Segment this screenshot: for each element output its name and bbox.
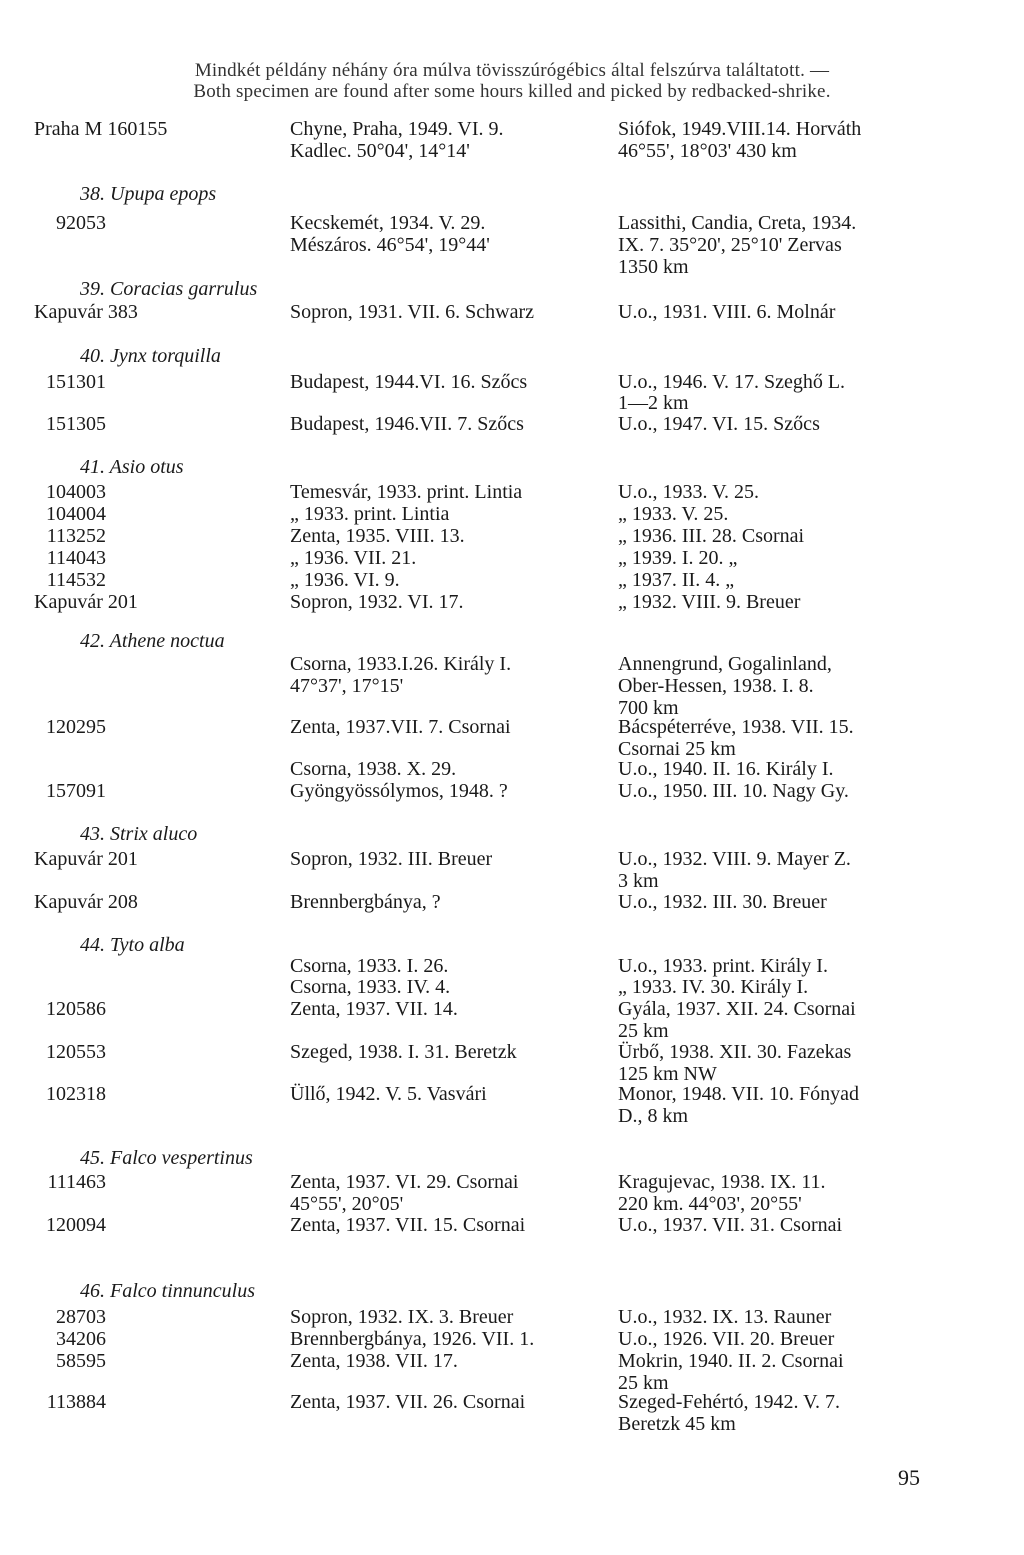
recovery-info: Monor, 1948. VII. 10. Fónyad [618, 1083, 860, 1105]
ringing-info: Zenta, 1938. VII. 17. [290, 1350, 458, 1372]
ring-number: 34206 [56, 1328, 106, 1350]
species-heading [80, 1147, 253, 1169]
ringing-info: „ 1936. VII. 21. [290, 547, 417, 569]
recovery-info: 220 km. 44°03', 20°55' [618, 1193, 802, 1215]
recovery-info: U.o., 1932. IX. 13. Rauner [618, 1306, 832, 1328]
ringing-info: Budapest, 1946.VII. 7. Szőcs [290, 413, 524, 435]
species-heading [80, 934, 185, 956]
recovery-info: U.o., 1932. VIII. 9. Mayer Z. [618, 848, 851, 870]
ringing-info: Zenta, 1937.VII. 7. Csornai [290, 716, 511, 738]
recovery-info: Gyála, 1937. XII. 24. Csornai [618, 998, 856, 1020]
recovery-info: 125 km NW [618, 1063, 717, 1085]
ring-number: 120295 [46, 716, 106, 738]
species-number: 44. [80, 934, 105, 956]
ring-number: 120586 [46, 998, 106, 1020]
species-name: Jynx torquilla [110, 345, 221, 367]
ringing-info: Mészáros. 46°54', 19°44' [290, 234, 490, 256]
recovery-info: Lassithi, Candia, Creta, 1934. [618, 212, 857, 234]
recovery-info: 1—2 km [618, 392, 689, 414]
recovery-info: Szeged-Fehértó, 1942. V. 7. [618, 1391, 841, 1413]
recovery-info: „ 1936. III. 28. Csornai [618, 525, 805, 547]
species-heading [80, 345, 221, 367]
ring-number: 113252 [46, 525, 106, 547]
ring-number: 151305 [46, 413, 106, 435]
ring-number: 104004 [46, 503, 106, 525]
species-name: Tyto alba [110, 934, 185, 956]
species-heading [80, 456, 184, 478]
species-name: Coracias garrulus [110, 278, 258, 300]
ringing-info: Csorna, 1933. IV. 4. [290, 976, 451, 998]
ringing-info: Chyne, Praha, 1949. VI. 9. [290, 118, 504, 140]
recovery-info: U.o., 1937. VII. 31. Csornai [618, 1214, 843, 1236]
recovery-info: Ürbő, 1938. XII. 30. Fazekas [618, 1041, 852, 1063]
recovery-info: U.o., 1926. VII. 20. Breuer [618, 1328, 835, 1350]
ringing-info: 45°55', 20°05' [290, 1193, 404, 1215]
species-number: 43. [80, 823, 105, 845]
species-number: 38. [80, 183, 105, 205]
recovery-info: 1350 km [618, 256, 689, 278]
recovery-info: U.o., 1933. print. Király I. [618, 955, 828, 977]
ringing-info: „ 1933. print. Lintia [290, 503, 450, 525]
ringing-info: Szeged, 1938. I. 31. Beretzk [290, 1041, 517, 1063]
recovery-info: 25 km [618, 1372, 669, 1394]
ringing-info: Csorna, 1933.I.26. Király I. [290, 653, 512, 675]
recovery-info: „ 1932. VIII. 9. Breuer [618, 591, 801, 613]
ringing-info: Csorna, 1933. I. 26. [290, 955, 449, 977]
species-number: 45. [80, 1147, 105, 1169]
recovery-info: 3 km [618, 870, 659, 892]
ringing-info: Zenta, 1937. VI. 29. Csornai [290, 1171, 519, 1193]
ring-number: Kapuvár 201 [34, 591, 138, 613]
species-number: 42. [80, 630, 105, 652]
ringing-info: Zenta, 1937. VII. 15. Csornai [290, 1214, 526, 1236]
ring-number: Praha M 160155 [34, 118, 168, 140]
species-number: 46. [80, 1280, 105, 1302]
ring-number: 151301 [46, 371, 106, 393]
recovery-info: Kragujevac, 1938. IX. 11. [618, 1171, 826, 1193]
ringing-info: Zenta, 1937. VII. 26. Csornai [290, 1391, 526, 1413]
ring-number: Kapuvár 208 [34, 891, 138, 913]
recovery-info: D., 8 km [618, 1105, 688, 1127]
ringing-info: Brennbergbánya, 1926. VII. 1. [290, 1328, 535, 1350]
ring-number: Kapuvár 201 [34, 848, 138, 870]
ringing-info: „ 1936. VI. 9. [290, 569, 400, 591]
ringing-info: Zenta, 1935. VIII. 13. [290, 525, 465, 547]
recovery-info: U.o., 1947. VI. 15. Szőcs [618, 413, 820, 435]
recovery-info: Csornai 25 km [618, 738, 736, 760]
ringing-info: 47°37', 17°15' [290, 675, 404, 697]
ringing-info: Zenta, 1937. VII. 14. [290, 998, 458, 1020]
recovery-info: U.o., 1940. II. 16. Király I. [618, 758, 834, 780]
recovery-info: 46°55', 18°03' 430 km [618, 140, 797, 162]
species-name: Strix aluco [110, 823, 198, 845]
ringing-info: Sopron, 1932. IX. 3. Breuer [290, 1306, 514, 1328]
species-heading [80, 630, 225, 652]
recovery-info: 25 km [618, 1020, 669, 1042]
recovery-info: Ober-Hessen, 1938. I. 8. [618, 675, 814, 697]
recovery-info: U.o., 1946. V. 17. Szeghő L. [618, 371, 846, 393]
recovery-info: U.o., 1931. VIII. 6. Molnár [618, 301, 836, 323]
ringing-info: Gyöngyössólymos, 1948. ? [290, 780, 508, 802]
ring-number: Kapuvár 383 [34, 301, 138, 323]
intro-hungarian: Mindkét példány néhány óra múlva tövisszúrógébics által felszúrva találtatott. — [194, 60, 830, 81]
ringing-info: Kadlec. 50°04', 14°14' [290, 140, 470, 162]
ring-number: 114043 [46, 547, 106, 569]
ringing-info: Brennbergbánya, ? [290, 891, 441, 913]
ringing-info: Üllő, 1942. V. 5. Vasvári [290, 1083, 487, 1105]
ring-number: 58595 [56, 1350, 106, 1372]
ring-number: 111463 [47, 1171, 106, 1193]
species-number: 39. [80, 278, 105, 300]
species-name: Upupa epops [110, 183, 217, 205]
ringing-info: Sopron, 1931. VII. 6. Schwarz [290, 301, 535, 323]
recovery-info: U.o., 1950. III. 10. Nagy Gy. [618, 780, 849, 802]
ring-number: 104003 [46, 481, 106, 503]
recovery-info: IX. 7. 35°20', 25°10' Zervas [618, 234, 842, 256]
recovery-info: Siófok, 1949.VIII.14. Horváth [618, 118, 862, 140]
recovery-info: 700 km [618, 697, 679, 719]
ring-number: 114532 [46, 569, 106, 591]
ringing-info: Kecskemét, 1934. V. 29. [290, 212, 486, 234]
ring-number: 113884 [46, 1391, 106, 1413]
recovery-info: Beretzk 45 km [618, 1413, 736, 1435]
page-number: 95 [898, 1465, 920, 1490]
recovery-info: Mokrin, 1940. II. 2. Csornai [618, 1350, 844, 1372]
recovery-info: Bácspéterréve, 1938. VII. 15. [618, 716, 854, 738]
ring-number: 120553 [46, 1041, 106, 1063]
species-heading [80, 1280, 255, 1302]
recovery-info: U.o., 1932. III. 30. Breuer [618, 891, 827, 913]
species-name: Asio otus [109, 456, 184, 478]
recovery-info: U.o., 1933. V. 25. [618, 481, 759, 503]
species-number: 41. [80, 456, 105, 478]
ring-number: 120094 [46, 1214, 106, 1236]
species-name: Falco vespertinus [110, 1147, 253, 1169]
ring-number: 28703 [56, 1306, 106, 1328]
intro-english: Both specimen are found after some hours killed and picked by redbacked-shrike. [193, 81, 831, 102]
ringing-info: Sopron, 1932. VI. 17. [290, 591, 464, 613]
recovery-info: „ 1933. IV. 30. Király I. [618, 976, 809, 998]
species-name: Falco tinnunculus [110, 1280, 255, 1302]
species-name: Athene noctua [109, 630, 225, 652]
recovery-info: „ 1939. I. 20. „ [618, 547, 738, 569]
ringing-info: Budapest, 1944.VI. 16. Szőcs [290, 371, 528, 393]
recovery-info: „ 1933. V. 25. [618, 503, 729, 525]
ring-number: 157091 [46, 780, 106, 802]
species-heading [80, 823, 197, 845]
recovery-info: Annengrund, Gogalinland, [618, 653, 832, 675]
ringing-info: Temesvár, 1933. print. Lintia [290, 481, 523, 503]
recovery-info: „ 1937. II. 4. „ [618, 569, 735, 591]
species-heading [80, 183, 216, 205]
ring-number: 92053 [56, 212, 106, 234]
ringing-info: Csorna, 1938. X. 29. [290, 758, 457, 780]
species-number: 40. [80, 345, 105, 367]
species-heading [80, 278, 257, 300]
ringing-info: Sopron, 1932. III. Breuer [290, 848, 493, 870]
ring-number: 102318 [46, 1083, 106, 1105]
